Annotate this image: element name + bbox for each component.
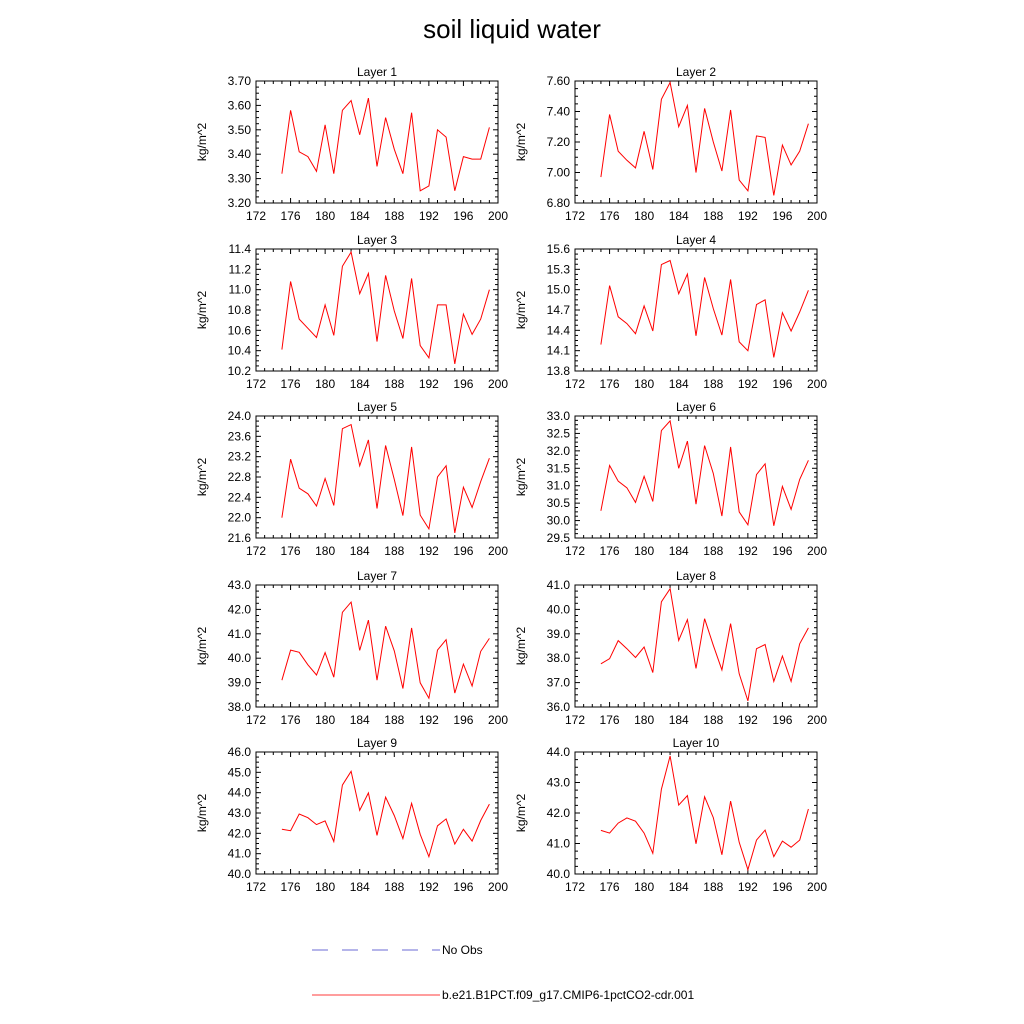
x-tick-label: 200 [806, 880, 828, 894]
panel-layer-3 [195, 233, 508, 391]
panel-title: Layer 4 [675, 233, 717, 247]
x-tick-label: 176 [280, 713, 301, 727]
y-tick-label: 13.8 [546, 364, 570, 378]
x-tick-label: 188 [703, 377, 724, 391]
panel-title: Layer 10 [672, 736, 720, 750]
x-tick-label: 180 [634, 209, 655, 223]
x-tick-label: 200 [806, 713, 828, 727]
panel-title: Layer 5 [356, 400, 398, 414]
y-tick-label: 42.0 [227, 602, 251, 617]
y-tick-label: 31.0 [546, 478, 570, 493]
x-tick-label: 200 [487, 209, 509, 223]
x-tick-label: 188 [384, 209, 405, 223]
x-tick-label: 176 [599, 209, 620, 223]
y-tick-label: 33.0 [546, 409, 570, 423]
y-axis-label: kg/m^2 [514, 457, 528, 497]
y-tick-label: 24.0 [227, 409, 251, 423]
panel-layer-8 [514, 569, 827, 727]
panel-grid [195, 65, 827, 894]
y-tick-label: 7.40 [546, 104, 570, 119]
panel-title: Layer 9 [356, 736, 398, 750]
y-tick-label: 15.6 [546, 242, 570, 256]
x-tick-label: 196 [772, 713, 793, 727]
x-tick-label: 184 [349, 713, 370, 727]
y-tick-label: 14.4 [546, 323, 570, 338]
y-tick-label: 10.6 [227, 323, 251, 338]
panel-title: Layer 7 [356, 569, 398, 583]
y-tick-label: 44.0 [546, 745, 570, 759]
series-line [601, 83, 809, 196]
series-line [282, 425, 490, 533]
x-tick-label: 176 [599, 544, 620, 558]
x-tick-label: 192 [418, 713, 439, 727]
y-tick-label: 30.5 [546, 496, 570, 511]
x-tick-label: 172 [245, 880, 267, 894]
panel-title: Layer 1 [356, 65, 398, 79]
series-line [601, 421, 809, 526]
y-tick-label: 11.0 [228, 282, 251, 297]
x-tick-label: 200 [487, 377, 509, 391]
panel-title: Layer 6 [675, 400, 717, 414]
x-tick-label: 200 [487, 713, 509, 727]
x-tick-label: 176 [599, 377, 620, 391]
chart-title: soil liquid water [423, 14, 601, 44]
x-tick-label: 196 [772, 880, 793, 894]
y-tick-label: 46.0 [227, 745, 251, 759]
x-tick-label: 200 [487, 880, 509, 894]
x-tick-label: 176 [280, 544, 301, 558]
x-tick-label: 172 [564, 880, 586, 894]
x-tick-label: 184 [349, 377, 370, 391]
series-line [282, 771, 490, 856]
y-tick-label: 41.0 [546, 836, 570, 851]
x-tick-label: 196 [453, 209, 474, 223]
x-tick-label: 180 [315, 713, 336, 727]
x-tick-label: 192 [418, 209, 439, 223]
legend [312, 943, 694, 1002]
x-tick-label: 192 [737, 209, 758, 223]
y-tick-label: 15.3 [546, 262, 570, 277]
x-tick-label: 172 [564, 377, 586, 391]
y-tick-label: 40.0 [227, 867, 251, 881]
x-tick-label: 196 [453, 544, 474, 558]
y-tick-label: 42.0 [227, 826, 251, 841]
y-tick-label: 3.60 [227, 98, 251, 113]
y-tick-label: 7.00 [546, 165, 570, 180]
y-tick-label: 41.0 [546, 578, 570, 592]
x-tick-label: 172 [245, 377, 267, 391]
y-axis-label: kg/m^2 [195, 457, 209, 497]
y-tick-label: 10.2 [227, 364, 251, 378]
plot-frame [256, 416, 498, 538]
y-tick-label: 3.20 [227, 196, 251, 210]
y-axis-label: kg/m^2 [195, 626, 209, 666]
y-tick-label: 31.5 [546, 461, 570, 476]
panel-layer-5 [195, 400, 508, 558]
x-tick-label: 176 [280, 377, 301, 391]
x-tick-label: 192 [737, 544, 758, 558]
x-tick-label: 196 [453, 713, 474, 727]
panel-layer-6 [514, 400, 827, 558]
y-tick-label: 14.7 [546, 303, 570, 317]
y-tick-label: 42.0 [546, 806, 570, 820]
plot-frame [256, 249, 498, 371]
x-tick-label: 200 [806, 544, 828, 558]
y-tick-label: 3.40 [227, 147, 251, 162]
y-tick-label: 14.1 [546, 343, 570, 358]
panel-title: Layer 2 [675, 65, 717, 79]
y-tick-label: 10.8 [227, 303, 251, 317]
y-tick-label: 7.60 [546, 74, 570, 88]
y-tick-label: 38.0 [546, 651, 570, 666]
y-tick-label: 43.0 [227, 806, 251, 820]
series-line [601, 261, 809, 358]
series-line [282, 602, 490, 698]
x-tick-label: 172 [245, 713, 267, 727]
y-tick-label: 3.30 [227, 171, 251, 186]
y-tick-label: 22.4 [227, 490, 251, 505]
y-axis-label: kg/m^2 [514, 290, 528, 330]
x-tick-label: 188 [703, 209, 724, 223]
y-tick-label: 23.6 [227, 429, 251, 444]
x-tick-label: 192 [737, 713, 758, 727]
x-tick-label: 196 [453, 377, 474, 391]
x-tick-label: 184 [668, 713, 689, 727]
y-tick-label: 11.4 [228, 242, 251, 256]
y-tick-label: 41.0 [227, 846, 251, 861]
y-axis-label: kg/m^2 [514, 122, 528, 162]
plot-frame [575, 416, 817, 538]
panel-layer-1 [195, 65, 508, 223]
x-tick-label: 180 [634, 880, 655, 894]
x-tick-label: 192 [418, 377, 439, 391]
x-tick-label: 192 [418, 544, 439, 558]
x-tick-label: 180 [315, 880, 336, 894]
y-tick-label: 37.0 [546, 675, 570, 690]
x-tick-label: 184 [668, 544, 689, 558]
x-tick-label: 172 [245, 209, 267, 223]
x-tick-label: 180 [315, 377, 336, 391]
x-tick-label: 180 [315, 544, 336, 558]
x-tick-label: 192 [418, 880, 439, 894]
x-tick-label: 176 [599, 880, 620, 894]
x-tick-label: 196 [772, 544, 793, 558]
x-tick-label: 184 [668, 209, 689, 223]
plot-frame [575, 249, 817, 371]
y-tick-label: 3.50 [227, 122, 251, 137]
legend-label-series: b.e21.B1PCT.f09_g17.CMIP6-1pctCO2-cdr.001 [442, 988, 695, 1002]
x-tick-label: 200 [806, 209, 828, 223]
x-tick-label: 172 [564, 713, 586, 727]
y-tick-label: 30.0 [546, 513, 570, 528]
x-tick-label: 200 [487, 544, 509, 558]
series-line [282, 252, 490, 364]
plot-frame [256, 585, 498, 707]
y-tick-label: 32.0 [546, 443, 570, 458]
x-tick-label: 188 [384, 377, 405, 391]
x-tick-label: 192 [737, 377, 758, 391]
y-tick-label: 40.0 [546, 867, 570, 881]
y-tick-label: 32.5 [546, 426, 570, 441]
x-tick-label: 176 [280, 880, 301, 894]
x-tick-label: 188 [384, 880, 405, 894]
x-tick-label: 192 [737, 880, 758, 894]
x-tick-label: 180 [634, 544, 655, 558]
x-tick-label: 188 [703, 713, 724, 727]
y-tick-label: 15.0 [546, 282, 570, 297]
plot-frame [256, 81, 498, 203]
x-tick-label: 184 [668, 880, 689, 894]
x-tick-label: 180 [634, 377, 655, 391]
x-tick-label: 188 [384, 713, 405, 727]
panel-layer-7 [195, 569, 508, 727]
plot-frame [575, 585, 817, 707]
y-tick-label: 41.0 [227, 626, 251, 641]
legend-label-no-obs: No Obs [442, 943, 483, 957]
y-axis-label: kg/m^2 [195, 793, 209, 833]
x-tick-label: 188 [384, 544, 405, 558]
x-tick-label: 188 [703, 880, 724, 894]
x-tick-label: 188 [703, 544, 724, 558]
x-tick-label: 180 [634, 713, 655, 727]
plot-frame [575, 752, 817, 874]
x-tick-label: 172 [245, 544, 267, 558]
panel-layer-2 [514, 65, 827, 223]
x-tick-label: 172 [564, 544, 586, 558]
y-tick-label: 38.0 [227, 700, 251, 714]
panel-layer-9 [195, 736, 508, 894]
y-axis-label: kg/m^2 [195, 290, 209, 330]
x-tick-label: 176 [280, 209, 301, 223]
x-tick-label: 196 [772, 209, 793, 223]
x-tick-label: 184 [349, 209, 370, 223]
y-tick-label: 21.6 [227, 531, 251, 545]
y-tick-label: 40.0 [227, 651, 251, 666]
y-tick-label: 39.0 [227, 675, 251, 690]
y-tick-label: 40.0 [546, 602, 570, 617]
series-line [601, 756, 809, 870]
y-tick-label: 43.0 [546, 775, 570, 790]
series-line [601, 589, 809, 701]
x-tick-label: 196 [453, 880, 474, 894]
y-tick-label: 3.70 [227, 74, 251, 88]
y-tick-label: 7.20 [546, 135, 570, 149]
x-tick-label: 184 [668, 377, 689, 391]
x-tick-label: 176 [599, 713, 620, 727]
y-tick-label: 10.4 [227, 343, 251, 358]
x-tick-label: 196 [772, 377, 793, 391]
x-tick-label: 184 [349, 880, 370, 894]
y-tick-label: 23.2 [227, 449, 251, 464]
y-tick-label: 11.2 [228, 262, 251, 277]
y-tick-label: 39.0 [546, 626, 570, 641]
y-axis-label: kg/m^2 [514, 626, 528, 666]
y-axis-label: kg/m^2 [514, 793, 528, 833]
x-tick-label: 184 [349, 544, 370, 558]
x-tick-label: 200 [806, 377, 828, 391]
y-tick-label: 29.5 [546, 531, 570, 545]
x-tick-label: 172 [564, 209, 586, 223]
y-tick-label: 6.80 [546, 196, 570, 210]
y-tick-label: 43.0 [227, 578, 251, 592]
y-tick-label: 45.0 [227, 765, 251, 780]
y-axis-label: kg/m^2 [195, 122, 209, 162]
x-tick-label: 180 [315, 209, 336, 223]
series-line [282, 98, 490, 191]
y-tick-label: 22.0 [227, 510, 251, 525]
y-tick-label: 44.0 [227, 785, 251, 800]
y-tick-label: 36.0 [546, 700, 570, 714]
plot-frame [575, 81, 817, 203]
plot-frame [256, 752, 498, 874]
y-tick-label: 22.8 [227, 470, 251, 484]
panel-title: Layer 3 [356, 233, 398, 247]
panel-title: Layer 8 [675, 569, 717, 583]
panel-layer-4 [514, 233, 827, 391]
panel-layer-10 [514, 736, 827, 894]
